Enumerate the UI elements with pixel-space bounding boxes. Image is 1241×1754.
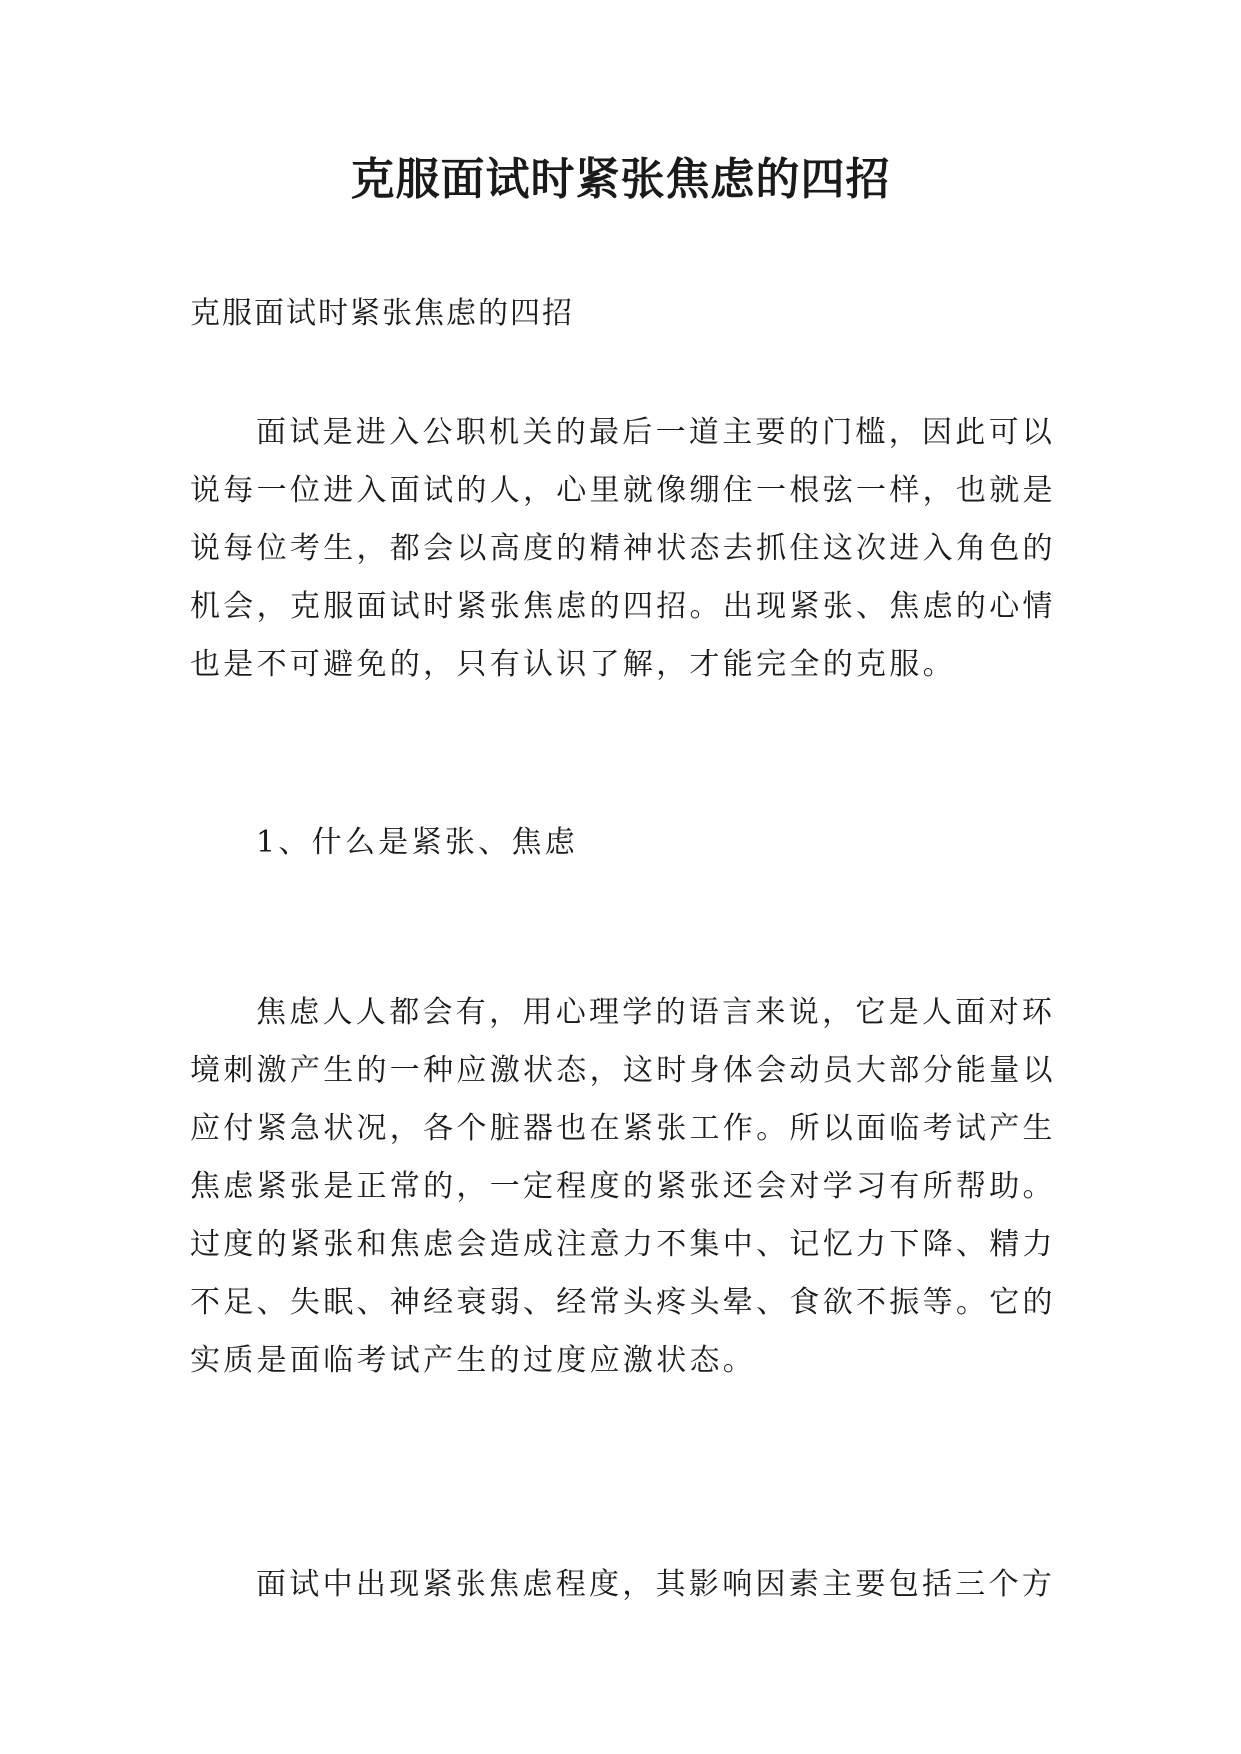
- paragraph-line: 焦虑人人都会有，用心理学的语言来说，它是人面对环: [256, 995, 1056, 1030]
- section-heading-text: 1、什么是紧张、焦虑: [256, 825, 579, 860]
- document-subtitle: 克服面试时紧张焦虑的四招: [190, 296, 574, 331]
- paragraph-line: 说每位考生，都会以高度的精神状态去抓住这次进入角色的: [190, 531, 1056, 566]
- paragraph-line: 不足、失眠、神经衰弱、经常头疼头晕、食欲不振等。它的: [190, 1285, 1056, 1320]
- paragraph-line: 面试中出现紧张焦虑程度，其影响因素主要包括三个方: [256, 1567, 1056, 1602]
- paragraph-line: 过度的紧张和焦虑会造成注意力不集中、记忆力下降、精力: [190, 1227, 1056, 1262]
- paragraph-line: 应付紧急状况，各个脏器也在紧张工作。所以面临考试产生: [190, 1111, 1056, 1146]
- document-title: 克服面试时紧张焦虑的四招: [350, 154, 891, 205]
- paragraph-line: 面试是进入公职机关的最后一道主要的门槛，因此可以: [256, 415, 1056, 450]
- paragraph-influence-factors: [190, 1556, 1056, 1614]
- section-heading: [190, 814, 1052, 872]
- paragraph-line: 说每一位进入面试的人，心里就像绷住一根弦一样，也就是: [190, 473, 1056, 508]
- paragraph-line: 实质是面临考试产生的过度应激状态。: [190, 1343, 757, 1378]
- paragraph-intro: [190, 404, 1056, 694]
- paragraph-anxiety-definition: [190, 984, 1056, 1390]
- paragraph-line: 境刺激产生的一种应激状态，这时身体会动员大部分能量以: [190, 1053, 1056, 1088]
- paragraph-line: 焦虑紧张是正常的，一定程度的紧张还会对学习有所帮助。: [190, 1169, 1056, 1204]
- paragraph-line: 也是不可避免的，只有认识了解，才能完全的克服。: [190, 647, 956, 682]
- paragraph-line: 机会，克服面试时紧张焦虑的四招。出现紧张、焦虑的心情: [190, 589, 1056, 624]
